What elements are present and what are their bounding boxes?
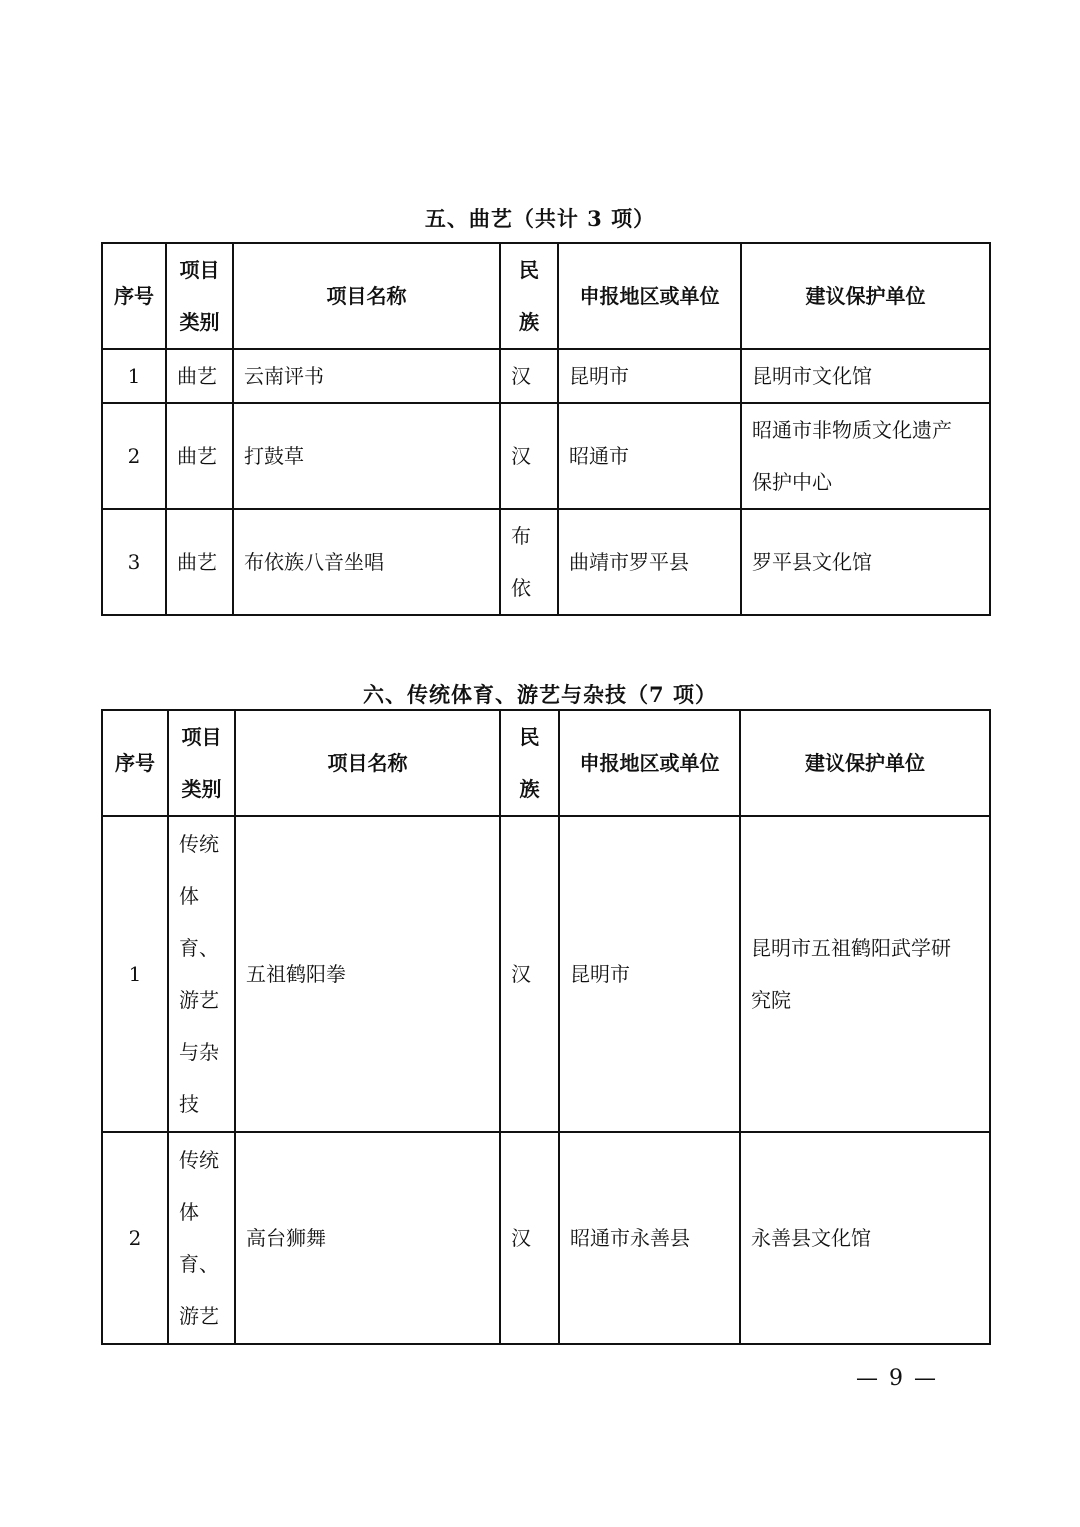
cell-category: 曲艺 <box>166 403 233 509</box>
cell-category-line: 育、 <box>179 936 219 960</box>
header-ethnic-line1: 民 <box>519 258 539 282</box>
cell-category-line: 技 <box>179 1092 199 1116</box>
table-header-row <box>102 710 990 816</box>
cell-category-line: 育、 <box>179 1252 219 1276</box>
cell-ethnic: 汉 <box>500 1132 559 1344</box>
cell-ethnic: 汉 <box>500 349 558 403</box>
cell-region: 曲靖市罗平县 <box>558 509 741 615</box>
cell-ethnic <box>500 509 558 615</box>
cell-region: 昆明市 <box>558 349 741 403</box>
cell-index: 2 <box>102 403 166 509</box>
cell-protector <box>740 816 990 1132</box>
header-name: 项目名称 <box>235 710 500 816</box>
cell-protector: 昆明市文化馆 <box>741 349 990 403</box>
cell-protector <box>741 403 990 509</box>
cell-ethnic: 汉 <box>500 816 559 1132</box>
cell-category-line: 体 <box>179 884 199 908</box>
cell-name: 云南评书 <box>233 349 500 403</box>
cell-protector: 永善县文化馆 <box>740 1132 990 1344</box>
sports-table <box>101 709 991 1345</box>
header-ethnic-line2: 族 <box>519 777 540 801</box>
header-region: 申报地区或单位 <box>559 710 740 816</box>
cell-index: 3 <box>102 509 166 615</box>
cell-name: 五祖鹤阳拳 <box>235 816 500 1132</box>
header-ethnic-line2: 族 <box>519 310 539 334</box>
header-name: 项目名称 <box>233 243 500 349</box>
cell-name: 布依族八音坐唱 <box>233 509 500 615</box>
cell-protector-line1: 昆明市五祖鹤阳武学研 <box>751 936 951 960</box>
quyi-table <box>101 242 991 616</box>
cell-category <box>168 1132 235 1344</box>
cell-region: 昭通市 <box>558 403 741 509</box>
cell-protector: 罗平县文化馆 <box>741 509 990 615</box>
header-index: 序号 <box>102 243 166 349</box>
table-header-row <box>102 243 990 349</box>
cell-region: 昆明市 <box>559 816 740 1132</box>
header-ethnic <box>500 243 558 349</box>
cell-protector-line2: 保护中心 <box>752 470 832 494</box>
page-number: — 9 — <box>856 1366 938 1391</box>
cell-protector-line2: 究院 <box>751 988 791 1012</box>
cell-ethnic: 汉 <box>500 403 558 509</box>
cell-ethnic-line1: 布 <box>511 524 531 548</box>
cell-ethnic-line2: 依 <box>511 576 531 600</box>
cell-category-line: 传统 <box>179 832 219 856</box>
header-region: 申报地区或单位 <box>558 243 741 349</box>
header-category-line1: 项目 <box>179 258 220 282</box>
cell-protector-line1: 昭通市非物质文化遗产 <box>752 418 952 442</box>
table-row <box>102 816 990 1132</box>
cell-category-line: 游艺 <box>179 988 219 1012</box>
table-row <box>102 349 990 403</box>
cell-category: 曲艺 <box>166 349 233 403</box>
header-index: 序号 <box>102 710 168 816</box>
section-title-sports: 六、传统体育、游艺与杂技（7 项） <box>363 682 717 707</box>
cell-index: 1 <box>102 816 168 1132</box>
section-title-quyi: 五、曲艺（共计 3 项） <box>424 206 656 231</box>
table-row <box>102 509 990 615</box>
cell-index: 1 <box>102 349 166 403</box>
cell-category: 曲艺 <box>166 509 233 615</box>
header-category-line2: 类别 <box>181 777 222 801</box>
header-category-line1: 项目 <box>181 725 222 749</box>
cell-category-line: 游艺 <box>179 1304 219 1328</box>
table-row <box>102 403 990 509</box>
header-protector: 建议保护单位 <box>741 243 990 349</box>
header-protector: 建议保护单位 <box>740 710 990 816</box>
cell-category-line: 与杂 <box>179 1040 219 1064</box>
header-ethnic-line1: 民 <box>519 725 540 749</box>
header-category-line2: 类别 <box>179 310 220 334</box>
table-row <box>102 1132 990 1344</box>
cell-region: 昭通市永善县 <box>559 1132 740 1344</box>
cell-name: 打鼓草 <box>233 403 500 509</box>
cell-category-line: 传统 <box>179 1148 219 1172</box>
cell-category <box>168 816 235 1132</box>
header-ethnic <box>500 710 559 816</box>
cell-index: 2 <box>102 1132 168 1344</box>
header-category <box>168 710 235 816</box>
cell-category-line: 体 <box>179 1200 199 1224</box>
cell-name: 高台狮舞 <box>235 1132 500 1344</box>
header-category <box>166 243 233 349</box>
